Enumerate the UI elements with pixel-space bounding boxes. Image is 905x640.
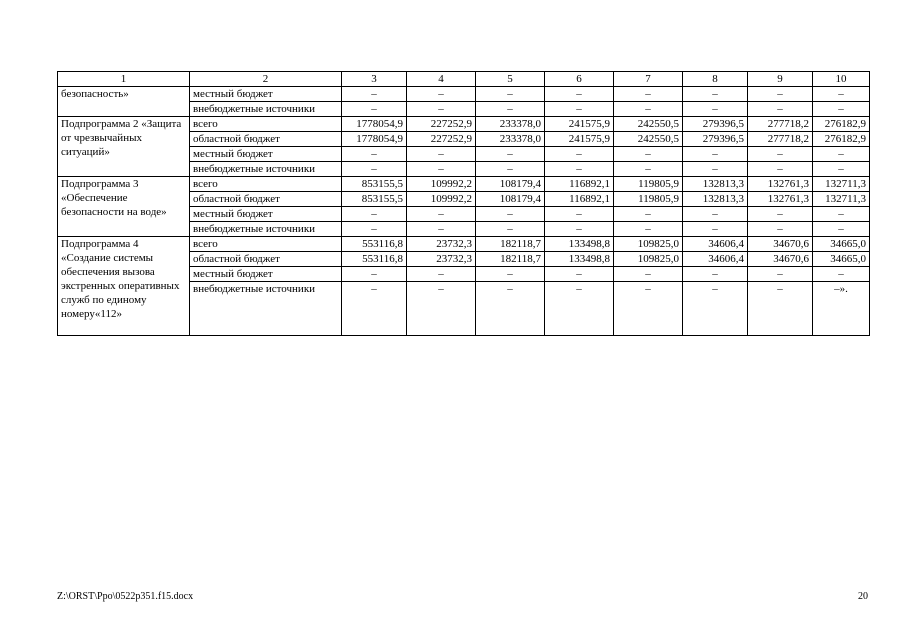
value-cell: 182118,7 [476, 237, 545, 252]
value-cell: – [407, 222, 476, 237]
value-cell: 34606,4 [683, 237, 748, 252]
table-row [58, 177, 870, 192]
value-cell: 227252,9 [407, 117, 476, 132]
value-cell: 132813,3 [683, 192, 748, 207]
value-cell: 242550,5 [614, 132, 683, 147]
value-cell: 1778054,9 [342, 132, 407, 147]
program-name-cell: Подпрограмма 2 «Защита от чрезвычайных ситуаций» [58, 117, 190, 177]
value-cell: – [748, 147, 813, 162]
value-cell: – [545, 87, 614, 102]
value-cell: 279396,5 [683, 117, 748, 132]
value-cell: – [813, 102, 870, 117]
value-cell: 553116,8 [342, 237, 407, 252]
source-cell: всего [190, 237, 342, 252]
source-cell: местный бюджет [190, 87, 342, 102]
value-cell: – [813, 162, 870, 177]
program-name-cell: безопасность» [58, 87, 190, 117]
header-cell: 10 [813, 72, 870, 87]
source-cell: местный бюджет [190, 267, 342, 282]
value-cell: – [407, 102, 476, 117]
value-cell: – [545, 222, 614, 237]
value-cell: – [683, 207, 748, 222]
value-cell: – [342, 162, 407, 177]
value-cell: 109825,0 [614, 252, 683, 267]
value-cell: 132711,3 [813, 177, 870, 192]
value-cell: 853155,5 [342, 192, 407, 207]
header-row [58, 72, 870, 87]
value-cell: – [476, 147, 545, 162]
value-cell: 23732,3 [407, 237, 476, 252]
source-cell: местный бюджет [190, 147, 342, 162]
value-cell: 227252,9 [407, 132, 476, 147]
value-cell: – [545, 207, 614, 222]
value-cell: 34665,0 [813, 237, 870, 252]
value-cell: – [683, 222, 748, 237]
value-cell: – [813, 147, 870, 162]
value-cell: 109992,2 [407, 192, 476, 207]
value-cell: 116892,1 [545, 192, 614, 207]
value-cell: 108179,4 [476, 192, 545, 207]
value-cell: – [614, 147, 683, 162]
source-cell: внебюджетные источники [190, 222, 342, 237]
value-cell: – [748, 102, 813, 117]
source-cell: всего [190, 177, 342, 192]
table-row [58, 237, 870, 252]
value-cell: 242550,5 [614, 117, 683, 132]
value-cell: – [614, 222, 683, 237]
value-cell: – [614, 282, 683, 336]
table-row [58, 117, 870, 132]
value-cell: – [342, 147, 407, 162]
header-cell: 7 [614, 72, 683, 87]
value-cell: – [545, 102, 614, 117]
header-cell: 9 [748, 72, 813, 87]
header-cell: 6 [545, 72, 614, 87]
value-cell: – [342, 267, 407, 282]
value-cell: – [614, 102, 683, 117]
header-cell: 8 [683, 72, 748, 87]
value-cell: – [407, 147, 476, 162]
value-cell: – [813, 222, 870, 237]
value-cell: – [748, 267, 813, 282]
value-cell: 116892,1 [545, 177, 614, 192]
value-cell: 132711,3 [813, 192, 870, 207]
value-cell: 233378,0 [476, 117, 545, 132]
value-cell: – [683, 267, 748, 282]
page-number: 20 [858, 591, 868, 602]
value-cell: – [614, 267, 683, 282]
source-cell: областной бюджет [190, 192, 342, 207]
footer-file-path: Z:\ORST\Ppo\0522p351.f15.docx [57, 591, 194, 602]
source-cell: внебюджетные источники [190, 102, 342, 117]
value-cell: 119805,9 [614, 192, 683, 207]
value-cell: – [407, 267, 476, 282]
value-cell: 119805,9 [614, 177, 683, 192]
value-cell: – [476, 282, 545, 336]
source-cell: внебюджетные источники [190, 282, 342, 336]
value-cell: 553116,8 [342, 252, 407, 267]
header-cell: 2 [190, 72, 342, 87]
source-cell: внебюджетные источники [190, 162, 342, 177]
value-cell: – [476, 87, 545, 102]
value-cell: – [407, 162, 476, 177]
value-cell: 277718,2 [748, 132, 813, 147]
value-cell: 277718,2 [748, 117, 813, 132]
value-cell: 108179,4 [476, 177, 545, 192]
value-cell: 1778054,9 [342, 117, 407, 132]
value-cell: – [545, 282, 614, 336]
value-cell: 182118,7 [476, 252, 545, 267]
value-cell: – [683, 282, 748, 336]
header-cell: 1 [58, 72, 190, 87]
value-cell: – [407, 87, 476, 102]
value-cell: – [545, 162, 614, 177]
value-cell: – [342, 207, 407, 222]
value-cell: 853155,5 [342, 177, 407, 192]
value-cell: – [748, 162, 813, 177]
value-cell: 109992,2 [407, 177, 476, 192]
value-cell: – [748, 222, 813, 237]
value-cell: 241575,9 [545, 117, 614, 132]
header-cell: 5 [476, 72, 545, 87]
value-cell: – [683, 147, 748, 162]
value-cell: 133498,8 [545, 252, 614, 267]
value-cell: – [683, 87, 748, 102]
value-cell: 109825,0 [614, 237, 683, 252]
value-cell: – [342, 222, 407, 237]
value-cell: – [342, 102, 407, 117]
value-cell: – [407, 282, 476, 336]
value-cell: 276182,9 [813, 132, 870, 147]
value-cell: – [683, 102, 748, 117]
value-cell: 132761,3 [748, 177, 813, 192]
value-cell: – [342, 87, 407, 102]
value-cell: –». [813, 282, 870, 336]
table-row [58, 87, 870, 102]
header-cell: 4 [407, 72, 476, 87]
source-cell: всего [190, 117, 342, 132]
value-cell: 133498,8 [545, 237, 614, 252]
program-name-cell: Подпрограмма 3 «Обеспечение безопасности на воде» [58, 177, 190, 237]
value-cell: 34670,6 [748, 237, 813, 252]
value-cell: – [476, 267, 545, 282]
value-cell: 233378,0 [476, 132, 545, 147]
value-cell: – [614, 207, 683, 222]
value-cell: 241575,9 [545, 132, 614, 147]
budget-table [57, 71, 870, 336]
value-cell: – [476, 222, 545, 237]
source-cell: областной бюджет [190, 132, 342, 147]
value-cell: 23732,3 [407, 252, 476, 267]
value-cell: – [614, 162, 683, 177]
source-cell: местный бюджет [190, 207, 342, 222]
program-name-cell: Подпрограмма 4 «Создание системы обеспечения вызова экстренных оперативных служб по единому номеру«112» [58, 237, 190, 336]
value-cell: – [407, 207, 476, 222]
value-cell: – [476, 102, 545, 117]
value-cell: – [614, 87, 683, 102]
value-cell: 34606,4 [683, 252, 748, 267]
value-cell: – [476, 162, 545, 177]
value-cell: – [683, 162, 748, 177]
value-cell: 132813,3 [683, 177, 748, 192]
value-cell: – [813, 87, 870, 102]
value-cell: – [813, 207, 870, 222]
value-cell: 279396,5 [683, 132, 748, 147]
value-cell: – [545, 267, 614, 282]
value-cell: 34670,6 [748, 252, 813, 267]
value-cell: 276182,9 [813, 117, 870, 132]
value-cell: – [813, 267, 870, 282]
value-cell: – [748, 207, 813, 222]
value-cell: 132761,3 [748, 192, 813, 207]
value-cell: – [545, 147, 614, 162]
header-cell: 3 [342, 72, 407, 87]
value-cell: 34665,0 [813, 252, 870, 267]
source-cell: областной бюджет [190, 252, 342, 267]
value-cell: – [748, 282, 813, 336]
value-cell: – [748, 87, 813, 102]
value-cell: – [342, 282, 407, 336]
value-cell: – [476, 207, 545, 222]
